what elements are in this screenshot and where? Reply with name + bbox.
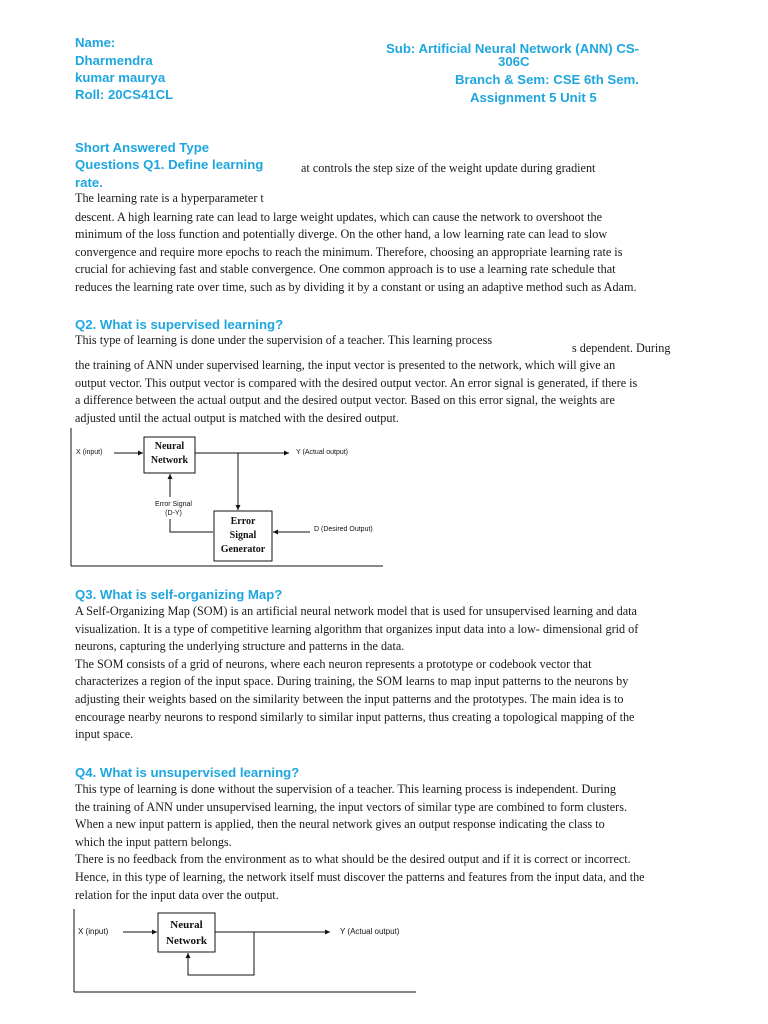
network-label-line2: Network <box>150 455 189 466</box>
roll-number: Roll: 20CS41CL <box>75 87 174 102</box>
q4-line: the training of ANN under unsupervised learning, the input vectors of similar type are combined to form clusters. <box>75 799 628 814</box>
q3-line: The SOM consists of a grid of neurons, where each neuron represents a prototype or codebook vector that <box>75 656 592 671</box>
q3-line: neurons, capturing the underlying structure and patterns in the data. <box>75 639 405 654</box>
network-label-line1: Neural <box>154 441 185 452</box>
q2-first-line: This type of learning is done under the supervision of a teacher. This learning process <box>75 333 493 347</box>
neural-network-box-2-label <box>158 917 215 949</box>
student-name-line1: Dharmendra <box>75 53 153 68</box>
generator-label-line1: Error <box>230 516 256 527</box>
q4-line: There is no feedback from the environment as to what should be the desired output and if it is correct or incorrect. <box>75 852 631 867</box>
q3-line: encourage nearby neurons to respond similarly to similar input patterns, thus creating a topological mapping of the <box>75 709 635 724</box>
desired-output-label: D (Desired Output) <box>314 526 373 533</box>
q1-heading-line2: Questions Q1. Define learning <box>75 157 264 172</box>
q2-line: output vector. This output vector is compared with the desired output vector. An error signal is generated, if there is <box>75 375 638 390</box>
q1-line: descent. A high learning rate can lead to large weight updates, which can cause the network to overshoot the <box>75 209 603 224</box>
q4-line: which the input pattern belongs. <box>75 834 232 849</box>
q3-heading: Q3. What is self-organizing Map? <box>75 587 283 602</box>
assignment-title: Assignment 5 Unit 5 <box>470 90 597 105</box>
q1-line: The learning rate is a hyperparameter t <box>75 191 264 205</box>
q2-inline-fragment: s dependent. During <box>572 341 671 355</box>
generator-label-line2: Signal <box>229 530 257 541</box>
diagram2-input-label: X (input) <box>78 927 109 936</box>
q3-line: adjusting their weights based on the similarity between the input patterns and the prototypes. The main idea is to <box>75 691 624 706</box>
q1-line: reduces the learning rate over time, such as by dividing it by a constant or using an adaptive method such as Adam. <box>75 279 637 294</box>
student-name-line2: kumar maurya <box>75 70 166 85</box>
error-signal-label-line1: Error Signal <box>155 501 192 508</box>
q1-line: convergence and require more epochs to reach the minimum. Therefore, choosing an appropriate learning rate is <box>75 244 623 259</box>
q1-inline-fragment: at controls the step size of the weight update during gradient <box>301 161 596 175</box>
q3-line: visualization. It is a type of competitive learning algorithm that organizes input data into a low- dimensional grid of <box>75 621 639 636</box>
branch-semester: Branch & Sem: CSE 6th Sem. <box>455 72 639 87</box>
error-signal-label-line2: (D-Y) <box>165 510 182 517</box>
q4-line: Hence, in this type of learning, the network itself must discover the patterns and features from the input data, and the <box>75 869 645 884</box>
q2-line: adjusted until the actual output is matched with the desired output. <box>75 410 399 425</box>
q2-line: the training of ANN under supervised learning, the input vector is presented to the network, which will give an <box>75 358 616 372</box>
network2-label-line1: Neural <box>170 919 203 931</box>
q3-line: characterizes a region of the input space. During training, the SOM learns to map input patterns to the neurons by <box>75 674 629 689</box>
q4-heading: Q4. What is unsupervised learning? <box>75 765 300 780</box>
q1-line: crucial for achieving fast and stable convergence. One common approach is to use a learning rate schedule that <box>75 262 616 277</box>
q4-line: This type of learning is done without the supervision of a teacher. This learning process is independent. During <box>75 782 616 796</box>
q1-heading-line3: rate. <box>75 175 103 190</box>
subject-line1: Sub: Artificial Neural Network (ANN) CS- <box>386 41 640 56</box>
q3-line: input space. <box>75 727 134 742</box>
q4-line: When a new input pattern is applied, then the neural network gives an output response indicating the class to <box>75 817 605 832</box>
q1-line: minimum of the loss function and potentially diverge. On the other hand, a low learning rate can lead to slow <box>75 227 608 242</box>
subject-line2: 306C <box>498 54 530 69</box>
q1-heading-line1: Short Answered Type <box>75 140 210 155</box>
q4-line: relation for the input data over the output. <box>75 887 279 902</box>
diagram-input-label: X (input) <box>76 449 103 456</box>
name-label: Name: <box>75 35 116 50</box>
generator-label-line3: Generator <box>220 544 266 555</box>
network2-label-line2: Network <box>166 935 207 947</box>
diagram-output-label: Y (Actual output) <box>296 449 349 456</box>
q3-line: A Self-Organizing Map (SOM) is an artificial neural network model that is used for unsupervised learning and data <box>75 604 637 618</box>
diagram2-output-label: Y (Actual output) <box>340 927 400 936</box>
q2-heading: Q2. What is supervised learning? <box>75 317 284 332</box>
q2-line: a difference between the actual output and the desired output vector. Based on this error signal, the weights are <box>75 393 615 408</box>
